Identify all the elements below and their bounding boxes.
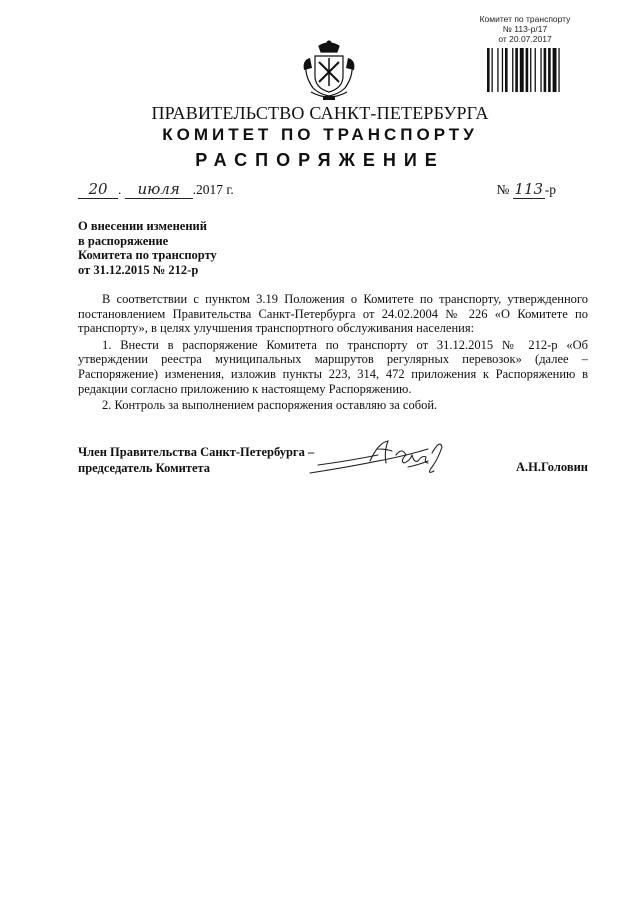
- date-day: 20: [78, 180, 118, 199]
- subject-line-3: Комитета по транспорту: [78, 248, 217, 262]
- document-type-title: РАСПОРЯЖЕНИЕ: [195, 150, 445, 170]
- document-subject: [78, 219, 217, 277]
- barcode-bar: [535, 48, 536, 92]
- number-prefix: №: [496, 182, 510, 197]
- barcode-bar: [540, 48, 541, 92]
- registration-line-2: № 113-р/17: [502, 24, 548, 34]
- barcode-bar: [515, 48, 518, 92]
- barcode-bar: [548, 48, 551, 92]
- barcode-bar: [505, 48, 508, 92]
- registration-line-1: Комитет по транспорту: [479, 14, 571, 24]
- barcode-bar: [502, 48, 503, 92]
- barcode-bar: [544, 48, 547, 92]
- coat-of-arms-icon: [301, 40, 357, 102]
- body-paragraph-2: 1. Внести в распоряжение Комитета по транспорту от 31.12.2015 № 212-р «Об утверждении реестра муниципальных маршрутов регулярных перевозок» (далее – Распоряжение) изменения, изложив пункты 223, 314, 472 приложения к Распоряжению в редакции согласно приложению к настоящему Распоряжению.: [78, 337, 588, 396]
- subject-line-2: в распоряжение: [78, 233, 169, 248]
- signatory-name: А.Н.Головин: [515, 460, 588, 474]
- registration-line-3: от 20.07.2017: [498, 34, 552, 44]
- number-suffix: -р: [544, 182, 556, 197]
- barcode-bar: [526, 48, 529, 92]
- subject-line-1: О внесении изменений: [78, 219, 207, 233]
- signatory-title: [78, 444, 314, 476]
- body-paragraph-1: В соответствии с пунктом 3.19 Положения о Комитете по транспорту, утвержденного постановлением Правительства Санкт-Петербурга от 24.02.2004 № 226 «О Комитете по транспорту», в целях улучшения транспортного обслуживания населения:: [78, 292, 588, 336]
- barcode-bar: [497, 48, 498, 92]
- date-month: июля: [125, 180, 193, 199]
- barcode: [487, 48, 585, 92]
- document-date: 20 . июля .2017 г.: [78, 180, 234, 199]
- barcode-bar: [558, 48, 559, 92]
- subject-line-4: от 31.12.2015 № 212-р: [78, 262, 199, 277]
- body-paragraph-3: 2. Контроль за выполнением распоряжения оставляю за собой.: [102, 398, 438, 413]
- handwritten-signature: [308, 437, 458, 479]
- registration-stamp: [465, 14, 585, 44]
- committee-title: КОМИТЕТ ПО ТРАНСПОРТУ: [162, 125, 478, 144]
- barcode-bar: [530, 48, 531, 92]
- barcode-bar: [512, 48, 513, 92]
- barcode-bar: [492, 48, 493, 92]
- document-body: [78, 292, 588, 413]
- signatory-title-line-1: Член Правительства Санкт-Петербурга –: [78, 445, 315, 459]
- government-title: ПРАВИТЕЛЬСТВО САНКТ-ПЕТЕРБУРГА: [151, 103, 489, 123]
- date-year: .2017 г.: [192, 182, 234, 197]
- barcode-bar: [520, 48, 524, 92]
- barcode-bar: [487, 48, 490, 92]
- signatory-title-line-2: председатель Комитета: [78, 461, 211, 475]
- number-value: 113: [514, 180, 544, 198]
- barcode-bar: [553, 48, 557, 92]
- document-number: [496, 180, 556, 199]
